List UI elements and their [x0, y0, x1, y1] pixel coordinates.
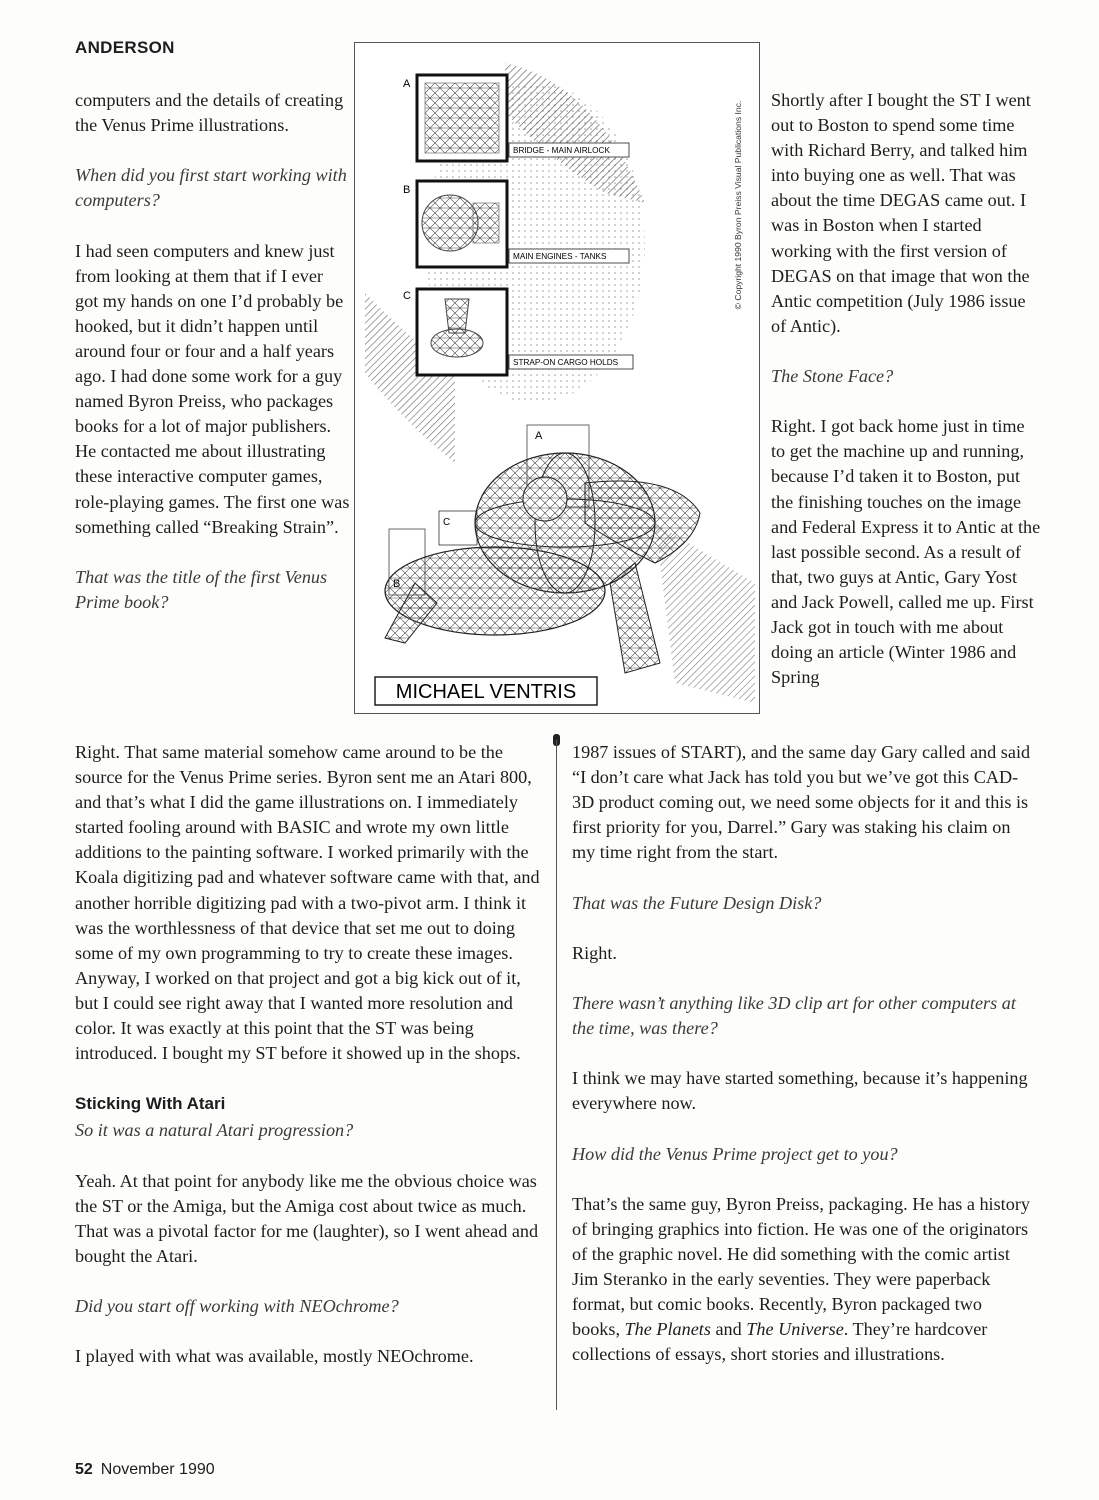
illustration-figure	[354, 42, 760, 714]
panel-label-c: C	[403, 290, 411, 302]
paragraph: computers and the details of creating the Venus Prime illustrations.	[75, 90, 344, 136]
book-title: The Planets	[624, 1319, 711, 1340]
paragraph: Yeah. At that point for anybody like me the obvious choice was the ST or the Amiga, but the Amiga cost about twice as much. That was a pivotal factor for me (laughter), so I went ahead and bought the Atari.	[75, 1170, 539, 1266]
right-top-column	[771, 88, 1043, 715]
column-divider	[556, 740, 557, 1410]
paragraph-text: That’s the same guy, Byron Preiss, packaging. He has a history of bringing graphics into fiction. He was one of the originators of the graphic novel. He did something with the comic artist Jim Steranko in the early seventies. They were paperback format, but comic books. Recently, Byron packaged two books,	[572, 1193, 1030, 1340]
caption-engines: MAIN ENGINES - TANKS	[513, 252, 607, 261]
paragraph	[572, 1192, 1032, 1368]
paragraph: I think we may have started something, because it’s happening everywhere now.	[572, 1068, 1028, 1114]
interview-question: How did the Venus Prime project get to you?	[572, 1143, 898, 1164]
interview-question: When did you first start working with computers?	[75, 165, 347, 211]
bottom-left-column	[75, 740, 545, 1394]
paragraph: Right. That same material somehow came around to be the source for the Venus Prime series. Byron sent me an Atari 800, and that’s what I did the game illustrations on. I immediately started fooling around with BASIC and wrote my own little additions to the painting software. I worked primarily with the Koala digitizing pad and whatever software came with that, and another horrible digitizing pad with a two-pivot arm. I think it was the worthlessness of that device that set me out to doing some of my own programming to try to create these images. Anyway, I worked on that project and got a big kick out of it, but I could see right away that I wanted more resolution and color. It was exactly at this point that the ST was being introduced. I bought my ST before it showed up in the shops.	[75, 742, 540, 1064]
page-number: 52	[75, 1461, 93, 1478]
paragraph-text: and	[715, 1319, 742, 1340]
interview-question: So it was a natural Atari progression?	[75, 1120, 354, 1141]
bottom-right-column	[572, 740, 1032, 1392]
interview-question: The Stone Face?	[771, 366, 894, 387]
interview-question: Did you start off working with NEOchrome?	[75, 1296, 399, 1317]
caption-cargo: STRAP-ON CARGO HOLDS	[513, 358, 619, 367]
copyright-notice: © Copyright 1990 Byron Preiss Visual Publications Inc.	[733, 100, 743, 310]
paragraph: 1987 issues of START), and the same day Gary called and said “I don’t care what Jack has told you but we’ve got this CAD-3D product coming out, we need some objects for it and this is first priority for you, Darrel.” Gary was staking his claim on my time right from the start.	[572, 742, 1031, 863]
page-footer	[75, 1461, 215, 1479]
issue-date: November 1990	[100, 1461, 215, 1478]
illustration-title: MICHAEL VENTRIS	[395, 681, 577, 703]
paragraph: Right. I got back home just in time to get the machine up and running, because I’d taken it to Boston, put the finishing touches on the image and Federal Express it to Antic at the last possible second. As a result of that, two guys at Antic, Gary Yost and Jack Powell, called me up. First Jack got in touch with me about doing an article (Winter 1986 and Spring	[771, 416, 1041, 688]
paragraph: I played with what was available, mostly NEOchrome.	[75, 1346, 474, 1367]
paragraph: I had seen computers and knew just from looking at them that if I ever got my hands on one I’d probably be hooked, but it didn’t happen until around four or four and a half years ago. I had done some work for a guy named Byron Preiss, who packages books for a lot of major publishers. He contacted me about illustrating these interactive computer games, role-playing games. The first one was something called “Breaking Strain”.	[75, 240, 350, 537]
panel-label-a: A	[403, 78, 411, 90]
book-title: The Universe	[746, 1319, 844, 1340]
caption-bridge: BRIDGE - MAIN AIRLOCK	[513, 146, 610, 155]
left-top-column	[75, 88, 350, 640]
panel-label-b: B	[403, 184, 411, 196]
interview-question: That was the Future Design Disk?	[572, 892, 822, 913]
callout-a: A	[535, 430, 543, 442]
interview-question: There wasn’t anything like 3D clip art for other computers at the time, was there?	[572, 992, 1016, 1039]
paragraph: Right.	[572, 942, 617, 963]
callout-c: C	[443, 517, 451, 528]
paragraph: Shortly after I bought the ST I went out to Boston to spend some time with Richard Berry, and talked him into buying one as well. That was about the time DEGAS came out. I was in Boston when I started working with the first version of DEGAS on that image that won the Antic competition (July 1986 issue of Antic).	[771, 90, 1031, 336]
spaceship-wireframe-illustration	[355, 43, 759, 713]
interview-question: That was the title of the first Venus Prime book?	[75, 566, 328, 612]
running-head: ANDERSON	[75, 38, 175, 57]
paragraph-text: . They’re hardcover collections of essays, short stories and illustrations.	[572, 1319, 988, 1365]
section-subhead: Sticking With Atari	[75, 1094, 226, 1114]
